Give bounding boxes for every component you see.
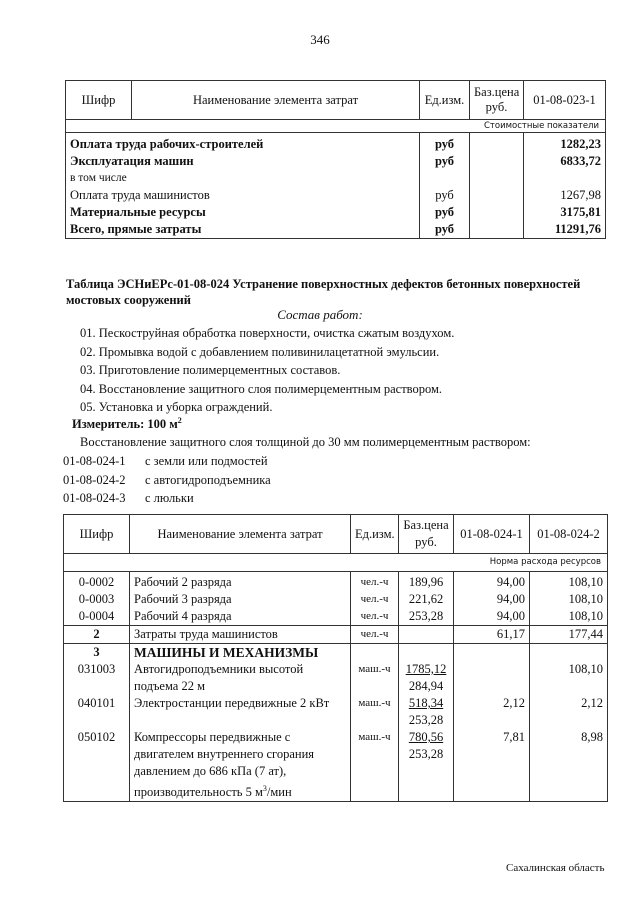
variant-item bbox=[63, 452, 271, 471]
row-code: 040101 bbox=[64, 695, 130, 729]
measure-label: Измеритель: 100 м bbox=[72, 417, 178, 432]
price-sub: 253,28 bbox=[408, 713, 444, 727]
row-unit: маш.-ч bbox=[351, 661, 399, 695]
row-base-price bbox=[399, 661, 454, 695]
row-name bbox=[130, 729, 351, 802]
header-unit: Ед.изм. bbox=[351, 515, 399, 554]
row-value-1: 7,81 bbox=[454, 729, 530, 802]
row-value bbox=[524, 170, 606, 187]
resource-norms-table bbox=[63, 514, 608, 802]
header-name: Наименование элемента затрат bbox=[132, 81, 420, 120]
table-row bbox=[64, 591, 608, 608]
row-code: 2 bbox=[64, 626, 130, 644]
row-value: 11291,76 bbox=[524, 221, 606, 239]
table-row bbox=[66, 221, 606, 239]
table-row bbox=[66, 204, 606, 221]
name-line bbox=[134, 780, 346, 801]
variant-label: с земли или подмостей bbox=[145, 454, 268, 468]
variant-code: 01-08-024-2 bbox=[63, 472, 126, 487]
row-unit: чел.-ч bbox=[351, 572, 399, 592]
table-row bbox=[66, 187, 606, 204]
row-code: 3 bbox=[64, 644, 130, 662]
row-code: 050102 bbox=[64, 729, 130, 802]
header-col2: 01-08-024-2 bbox=[530, 515, 608, 554]
row-value-2: 108,10 bbox=[530, 591, 608, 608]
row-name bbox=[130, 661, 351, 695]
row-base-price bbox=[470, 187, 524, 204]
measure-unit bbox=[72, 416, 182, 432]
row-base-price bbox=[399, 729, 454, 802]
table-header-row bbox=[64, 515, 608, 554]
header-col1: 01-08-023-1 bbox=[524, 81, 606, 120]
row-name: Рабочий 3 разряда bbox=[130, 591, 351, 608]
row-name: Оплата труда машинистов bbox=[66, 187, 420, 204]
variant-label: с люльки bbox=[145, 491, 194, 505]
header-unit: Ед.изм. bbox=[420, 81, 470, 120]
table-row bbox=[64, 572, 608, 592]
header-code: Шифр bbox=[64, 515, 130, 554]
name-tail: /мин bbox=[266, 785, 292, 800]
variant-code: 01-08-024-1 bbox=[63, 454, 126, 468]
price-sub: 284,94 bbox=[408, 679, 444, 693]
machines-heading-row bbox=[64, 644, 608, 662]
variants-description: Восстановление защитного слоя толщиной до 30 мм полимерцементным раствором: bbox=[80, 435, 531, 449]
row-name: Всего, прямые затраты bbox=[66, 221, 420, 239]
row-value-1: 94,00 bbox=[454, 591, 530, 608]
table-row bbox=[64, 608, 608, 626]
price-main: 780,56 bbox=[408, 730, 444, 744]
footer-region: Сахалинская область bbox=[506, 862, 605, 874]
row-name: Эксплуатация машин bbox=[66, 153, 420, 170]
table-header-row bbox=[66, 81, 606, 120]
row-unit: руб bbox=[420, 221, 470, 239]
table-row bbox=[64, 661, 608, 695]
row-code: 0-0003 bbox=[64, 591, 130, 608]
row-value-1: 94,00 bbox=[454, 572, 530, 592]
row-value-2: 108,10 bbox=[530, 572, 608, 592]
work-item: 03. Приготовление полимерцементных составов. bbox=[80, 363, 341, 377]
work-item: 01. Пескоструйная обработка поверхности, очистка сжатым воздухом. bbox=[80, 326, 455, 340]
row-value: 3175,81 bbox=[524, 204, 606, 221]
row-value-1: 61,17 bbox=[454, 626, 530, 644]
row-unit: руб bbox=[420, 187, 470, 204]
row-value-1 bbox=[454, 644, 530, 662]
table-row bbox=[64, 695, 608, 729]
row-base-price: 221,62 bbox=[399, 591, 454, 608]
work-item: 04. Восстановление защитного слоя полимерцементным раствором. bbox=[80, 381, 443, 396]
row-value-2: 177,44 bbox=[530, 626, 608, 644]
table-row bbox=[66, 170, 606, 187]
header-name: Наименование элемента затрат bbox=[130, 515, 351, 554]
variant-label: с автогидроподъемника bbox=[145, 472, 271, 487]
row-value: 1267,98 bbox=[524, 187, 606, 204]
row-value-2 bbox=[530, 644, 608, 662]
row-name: Оплата труда рабочих-строителей bbox=[66, 133, 420, 154]
row-value-1 bbox=[454, 661, 530, 695]
name-sup: 3 bbox=[262, 784, 267, 793]
row-code: 0-0002 bbox=[64, 572, 130, 592]
row-name: Материальные ресурсы bbox=[66, 204, 420, 221]
header-code: Шифр bbox=[66, 81, 132, 120]
section-label: Норма расхода ресурсов bbox=[64, 554, 608, 572]
header-base-price: Баз.цена руб. bbox=[470, 81, 524, 120]
row-base-price bbox=[399, 644, 454, 662]
table-row bbox=[64, 729, 608, 802]
name-line: давлением до 686 кПа (7 ат), bbox=[134, 764, 287, 778]
name-line-text: производительность 5 м bbox=[134, 785, 263, 800]
works-heading: Состав работ: bbox=[277, 307, 363, 322]
row-name bbox=[130, 695, 351, 729]
row-base-price: 253,28 bbox=[399, 608, 454, 626]
price-sub: 253,28 bbox=[408, 747, 444, 761]
row-base-price bbox=[399, 695, 454, 729]
row-unit: чел.-ч bbox=[351, 591, 399, 608]
row-unit: руб bbox=[420, 153, 470, 170]
row-value-2: 8,98 bbox=[530, 729, 608, 802]
row-value-1: 94,00 bbox=[454, 608, 530, 626]
row-base-price bbox=[470, 221, 524, 239]
row-value: 1282,23 bbox=[524, 133, 606, 154]
name-line: Электростанции передвижные 2 кВт bbox=[134, 696, 330, 710]
row-base-price bbox=[470, 170, 524, 187]
table-row bbox=[66, 133, 606, 154]
row-unit: руб bbox=[420, 133, 470, 154]
section-label-row bbox=[64, 554, 608, 572]
name-line: двигателем внутреннего сгорания bbox=[134, 747, 315, 761]
name-line: Компрессоры передвижные с bbox=[134, 730, 291, 744]
table-row bbox=[64, 626, 608, 644]
name-line: подъема 22 м bbox=[134, 679, 205, 693]
row-value-2: 2,12 bbox=[530, 695, 608, 729]
row-code: 031003 bbox=[64, 661, 130, 695]
row-name: в том числе bbox=[66, 170, 420, 187]
variant-code: 01-08-024-3 bbox=[63, 491, 126, 505]
row-name: Рабочий 4 разряда bbox=[130, 608, 351, 626]
variants-list bbox=[63, 452, 271, 508]
variant-item bbox=[63, 489, 271, 508]
row-code: 0-0004 bbox=[64, 608, 130, 626]
row-unit: маш.-ч bbox=[351, 695, 399, 729]
header-base-price: Баз.цена руб. bbox=[399, 515, 454, 554]
section-label-row bbox=[66, 120, 606, 133]
price-main: 518,34 bbox=[408, 696, 444, 710]
price-main: 1785,12 bbox=[405, 662, 447, 676]
measure-sup: 2 bbox=[177, 416, 182, 425]
row-value-2: 108,10 bbox=[530, 661, 608, 695]
page-number: 346 bbox=[310, 32, 330, 47]
row-name: Затраты труда машинистов bbox=[130, 626, 351, 644]
row-base-price bbox=[470, 153, 524, 170]
row-base-price bbox=[399, 626, 454, 644]
row-unit: чел.-ч bbox=[351, 608, 399, 626]
row-name: МАШИНЫ И МЕХАНИЗМЫ bbox=[130, 644, 351, 662]
row-name: Рабочий 2 разряда bbox=[130, 572, 351, 592]
row-value-1: 2,12 bbox=[454, 695, 530, 729]
section-label: Стоимостные показатели bbox=[66, 120, 606, 133]
variant-item bbox=[63, 471, 271, 490]
work-item: 02. Промывка водой с добавлением поливинилацетатной эмульсии. bbox=[80, 344, 440, 359]
row-base-price bbox=[470, 204, 524, 221]
row-unit bbox=[420, 170, 470, 187]
row-unit: руб bbox=[420, 204, 470, 221]
row-unit: чел.-ч bbox=[351, 626, 399, 644]
row-base-price: 189,96 bbox=[399, 572, 454, 592]
row-value: 6833,72 bbox=[524, 153, 606, 170]
name-line: Автогидроподъемники высотой bbox=[134, 662, 304, 676]
cost-indicators-table bbox=[65, 80, 606, 239]
row-unit bbox=[351, 644, 399, 662]
row-unit: маш.-ч bbox=[351, 729, 399, 802]
section-title: Таблица ЭСНиЕРс-01-08-024 Устранение поверхностных дефектов бетонных поверхностей мостовых сооружений bbox=[66, 277, 581, 307]
row-base-price bbox=[470, 133, 524, 154]
header-col1: 01-08-024-1 bbox=[454, 515, 530, 554]
works-list bbox=[80, 324, 454, 417]
table-row bbox=[66, 153, 606, 170]
row-value-2: 108,10 bbox=[530, 608, 608, 626]
work-item: 05. Установка и уборка ограждений. bbox=[80, 400, 273, 414]
